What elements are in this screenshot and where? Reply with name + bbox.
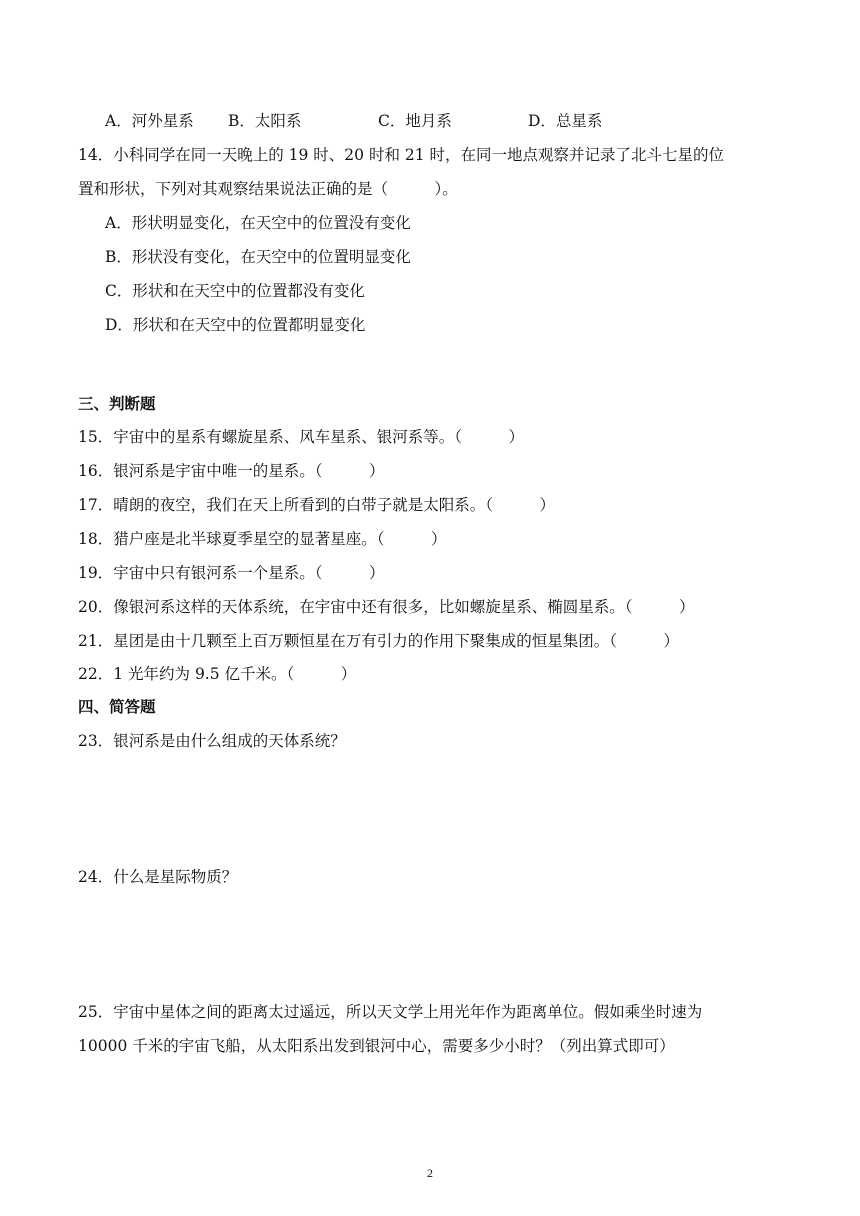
section-heading-judgment: 三、判断题 [78,395,156,413]
question-23: 23．银河系是由什么组成的天体系统？ [78,732,346,750]
judgment-item: 22．1 光年约为 9.5 亿千米。（ ） [78,665,357,683]
q14-line-1: 14．小科同学在同一天晚上的 19 时、20 时和 21 时，在同一地点观察并记录了北斗七星的位 [78,146,725,164]
section-heading-short-answer: 四、简答题 [78,698,156,716]
judgment-item: 20．像银河系这样的天体系统，在宇宙中还有很多，比如螺旋星系、椭圆星系。（ ） [78,598,695,616]
q14-option-d: D．形状和在天空中的位置都明显变化 [105,316,366,334]
q14-option-c: C．形状和在天空中的位置都没有变化 [105,282,365,300]
q13-option-b: B．太阳系 [228,112,302,130]
question-25-line-2: 10000 千米的宇宙飞船，从太阳系出发到银河中心，需要多少小时？（列出算式即可） [78,1037,675,1055]
judgment-item: 19．宇宙中只有银河系一个星系。（ ） [78,564,385,582]
judgment-item: 21．星团是由十几颗至上百万颗恒星在万有引力的作用下聚集成的恒星集团。（ ） [78,632,679,650]
judgment-item: 17．晴朗的夜空，我们在天上所看到的白带子就是太阳系。（ ） [78,496,555,514]
q13-option-c: C．地月系 [378,112,452,130]
judgment-item: 18．猎户座是北半球夏季星空的显著星座。（ ） [78,530,447,548]
q14-line-2: 置和形状，下列对其观察结果说法正确的是（ ）。 [78,180,458,198]
page-number: 2 [427,1166,433,1180]
judgment-item: 16．银河系是宇宙中唯一的星系。（ ） [78,462,385,480]
q13-option-d: D．总星系 [528,112,603,130]
question-25-line-1: 25．宇宙中星体之间的距离太过遥远，所以天文学上用光年作为距离单位。假如乘坐时速为 [78,1003,703,1021]
judgment-item: 15．宇宙中的星系有螺旋星系、风车星系、银河系等。（ ） [78,428,524,446]
q13-option-a: A．河外星系 [105,112,194,130]
question-24: 24．什么是星际物质？ [78,868,238,886]
q14-option-a: A．形状明显变化，在天空中的位置没有变化 [105,214,411,232]
q14-option-b: B．形状没有变化，在天空中的位置明显变化 [105,248,411,266]
q13-options-row [0,110,860,132]
